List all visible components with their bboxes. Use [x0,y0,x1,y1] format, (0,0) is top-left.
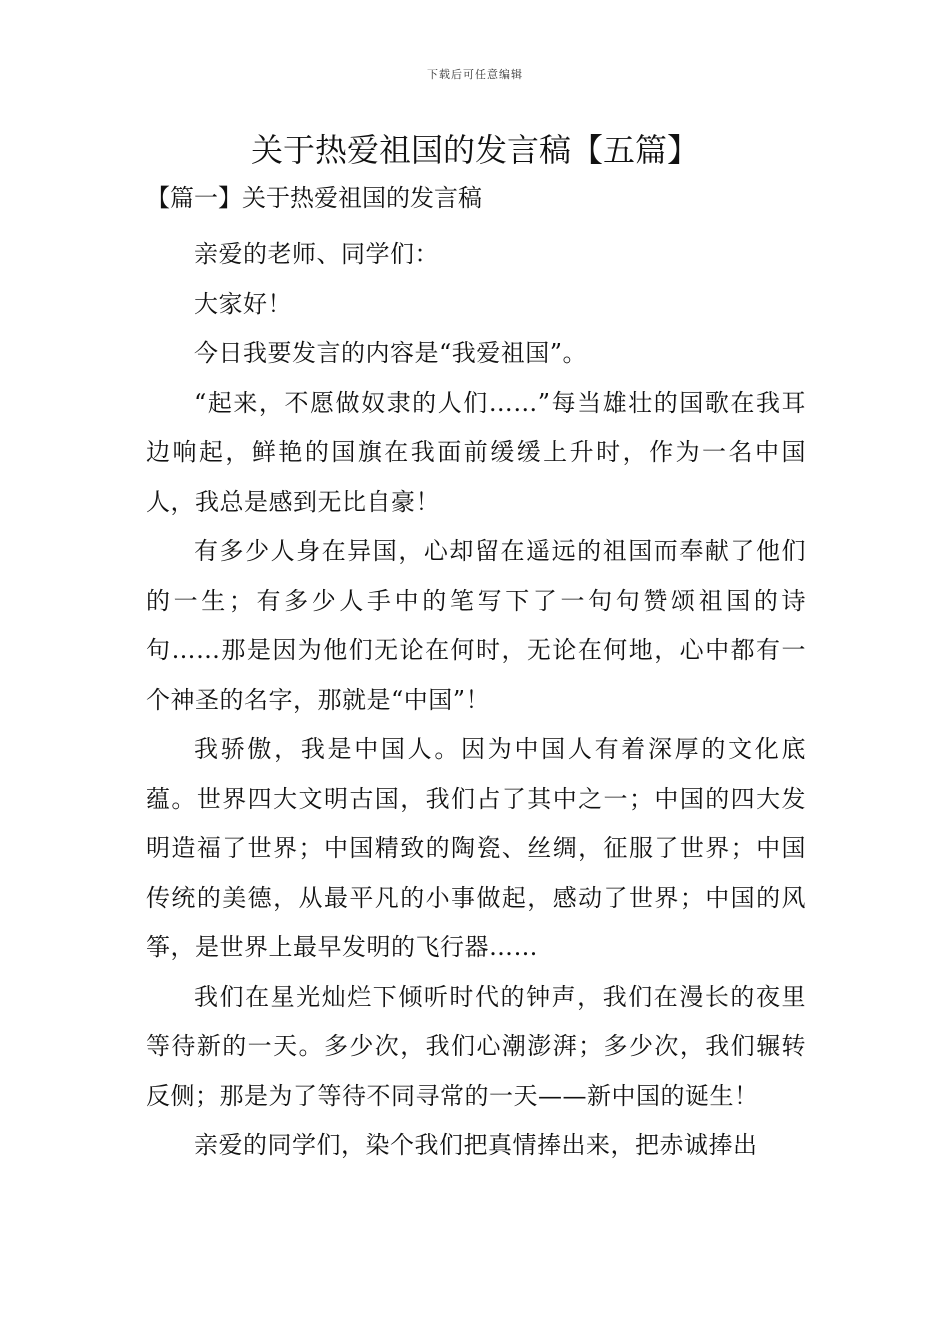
paragraph-pride: 我骄傲，我是中国人。因为中国人有着深厚的文化底蕴。世界四大文明古国，我们占了其中之一；中国的四大发明造福了世界；中国精致的陶瓷、丝绸，征服了世界；中国传统的美德，从最平凡的小事做起，感动了世界；中国的风筝，是世界上最早发明的飞行器…… [146,735,806,961]
paragraph-greeting: 亲爱的老师、同学们： [194,240,439,268]
document-body [146,180,806,1171]
paragraph-starlight: 我们在星光灿烂下倾听时代的钟声，我们在漫长的夜里等待新的一天。多少次，我们心潮澎湃；多少次，我们辗转反侧；那是为了等待不同寻常的一天——新中国的诞生！ [146,982,806,1110]
paragraph-hello: 大家好！ [194,289,292,318]
document-title: 关于热爱祖国的发言稿【五篇】 [250,131,699,169]
paragraph-closing: 亲爱的同学们，染个我们把真情捧出来，把赤诚捧出 [194,1131,758,1159]
paragraph-topic: 今日我要发言的内容是“我爱祖国”。 [194,339,588,367]
paragraph-abroad: 有多少人身在异国，心却留在遥远的祖国而奉献了他们的一生；有多少人手中的笔写下了一句句赞颂祖国的诗句……那是因为他们无论在何时，无论在何地，心中都有一个神圣的名字，那就是“中国”！ [146,537,806,714]
paragraph-anthem: “起来，不愿做奴隶的人们……”每当雄壮的国歌在我耳边响起，鲜艳的国旗在我面前缓缓上升时，作为一名中国人，我总是感到无比自豪！ [146,388,806,516]
section-heading: 【篇一】关于热爱祖国的发言稿 [146,184,482,212]
header-note: 下载后可任意编辑 [427,68,523,81]
